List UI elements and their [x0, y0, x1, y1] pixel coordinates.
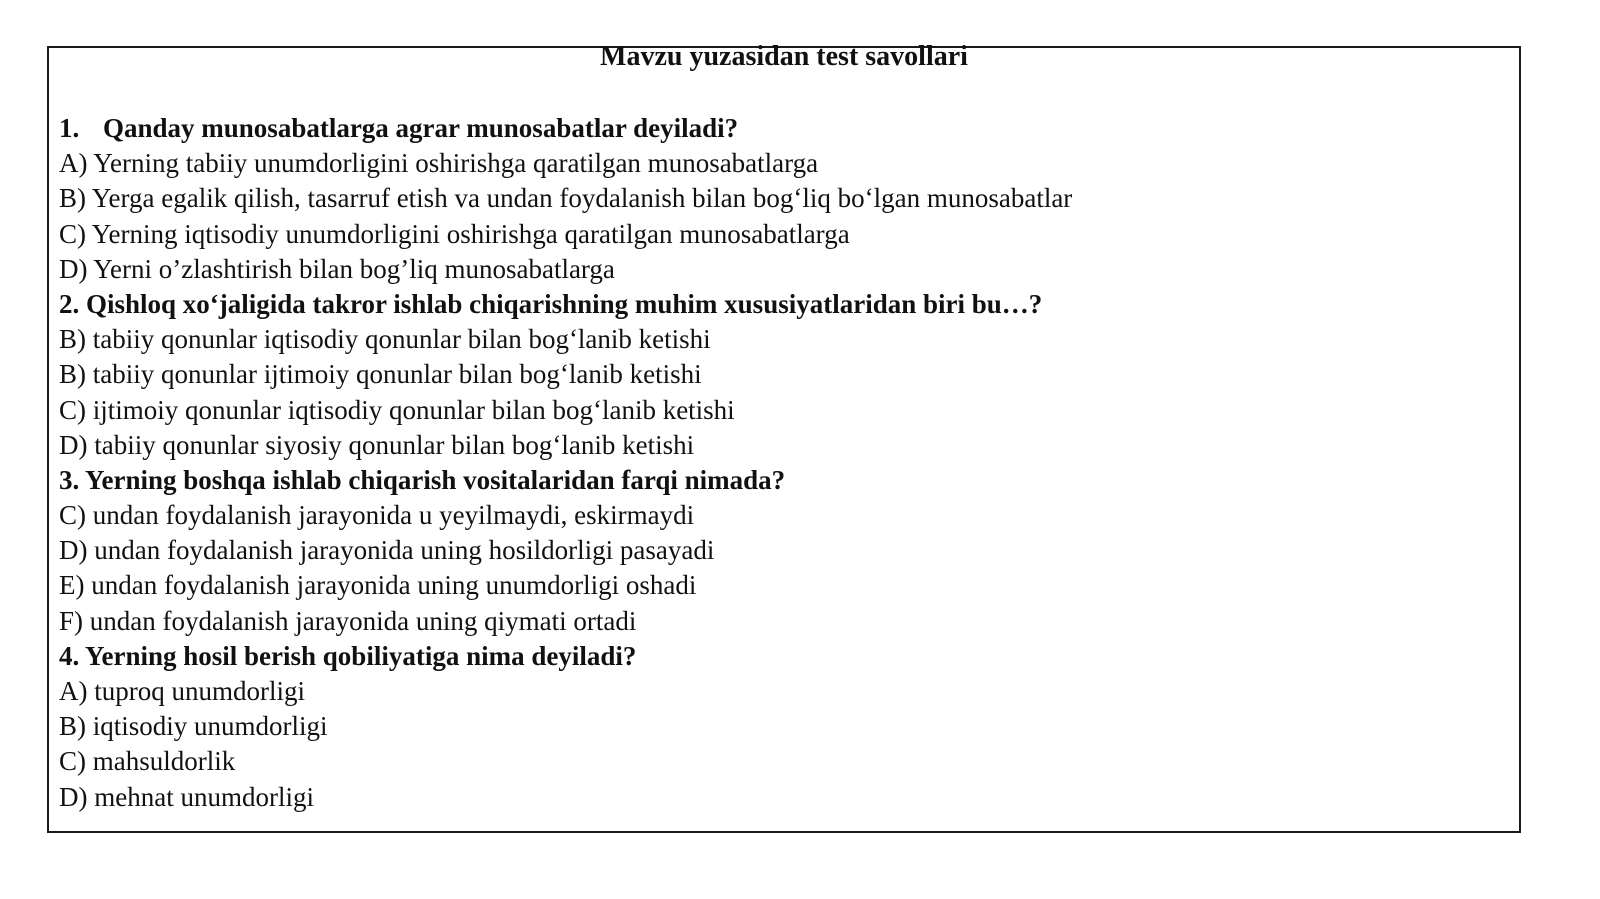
question-3-option-4: F) undan foydalanish jarayonida uning qiymati ortadi: [59, 605, 637, 636]
question-4-option-d: D) mehnat unumdorligi: [59, 781, 314, 812]
question-1: [59, 111, 1509, 146]
question-1-option-d: D) Yerni o’zlashtirish bilan bog’liq munosabatlarga: [59, 253, 615, 284]
question-3-option-1: C) undan foydalanish jarayonida u yeyilmaydi, eskirmaydi: [59, 500, 695, 531]
question-2-option-3: C) ijtimoiy qonunlar iqtisodiy qonunlar bilan bog‘lanib ketishi: [59, 394, 735, 425]
question-4: 4. Yerning hosil berish qobiliyatiga nima deyiladi?: [59, 640, 637, 671]
question-2-option-4: D) tabiiy qonunlar siyosiy qonunlar bilan bog‘lanib ketishi: [59, 429, 695, 460]
test-document-frame: [47, 41, 1521, 833]
question-1-option-c: C) Yerning iqtisodiy unumdorligini oshirishga qaratilgan munosabatlarga: [59, 218, 850, 249]
question-4-option-a: A) tuproq unumdorligi: [59, 676, 305, 706]
question-1-number: 1.: [59, 113, 80, 143]
question-1-text: Qanday munosabatlarga agrar munosabatlar deyiladi?: [103, 113, 739, 143]
question-1-option-b: B) Yerga egalik qilish, tasarruf etish va undan foydalanish bilan bog‘liq bo‘lgan munosabatlar: [59, 183, 1073, 214]
question-3-option-2: D) undan foydalanish jarayonida uning hosildorligi pasayadi: [59, 535, 715, 566]
question-3: 3. Yerning boshqa ishlab chiqarish vositalaridan farqi nimada?: [59, 464, 786, 495]
question-4-option-b: B) iqtisodiy unumdorligi: [59, 711, 328, 742]
question-1-option-a: A) Yerning tabiiy unumdorligini oshirishga qaratilgan munosabatlarga: [59, 148, 819, 179]
question-2-option-1: B) tabiiy qonunlar iqtisodiy qonunlar bilan bog‘lanib ketishi: [59, 324, 711, 355]
question-2-option-2: B) tabiiy qonunlar ijtimoiy qonunlar bilan bog‘lanib ketishi: [59, 359, 702, 390]
question-4-option-c: C) mahsuldorlik: [59, 746, 236, 777]
questions-list: [59, 111, 1509, 815]
document-title: Mavzu yuzasidan test savollari: [600, 41, 968, 72]
question-3-option-3: E) undan foydalanish jarayonida uning unumdorligi oshadi: [59, 570, 697, 601]
question-2: 2. Qishloq xo‘jaligida takror ishlab chiqarishning muhim xususiyatlaridan biri bu…?: [59, 288, 1043, 319]
